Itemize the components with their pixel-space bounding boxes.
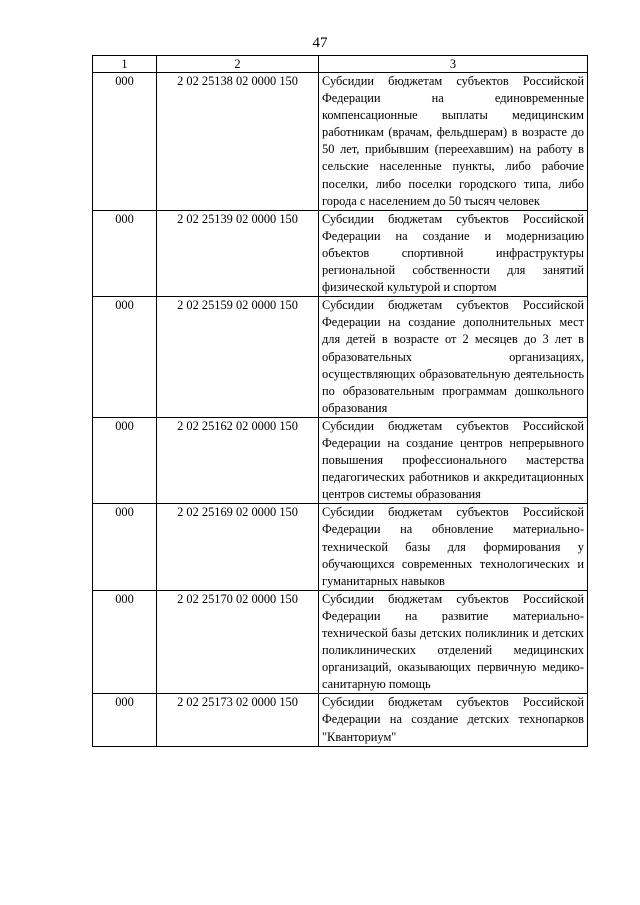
column-header-1: 1 (93, 56, 157, 73)
budget-code-cell: 2 02 25159 02 0000 150 (157, 297, 319, 418)
table-row (93, 504, 588, 590)
description-cell: Субсидии бюджетам субъектов Российской Федерации на создание и модернизацию объектов спортивной инфраструктуры региональной собственности для занятий физической культурой и спортом (319, 210, 588, 296)
description-cell: Субсидии бюджетам субъектов Российской Федерации на создание детских технопарков "Кванториум" (319, 694, 588, 746)
budget-code-cell: 2 02 25170 02 0000 150 (157, 590, 319, 694)
budget-code-cell: 2 02 25139 02 0000 150 (157, 210, 319, 296)
budget-code-cell: 2 02 25173 02 0000 150 (157, 694, 319, 746)
description-cell: Субсидии бюджетам субъектов Российской Федерации на создание дополнительных мест для детей в возрасте от 2 месяцев до 3 лет в образовательных организациях, осуществляющих образовательную деятельность по образовательным программам дошкольного образования (319, 297, 588, 418)
admin-code-cell: 000 (93, 590, 157, 694)
description-cell: Субсидии бюджетам субъектов Российской Федерации на создание центров непрерывного повышения профессионального мастерства педагогических работников и аккредитационных центров системы образования (319, 417, 588, 503)
table-row (93, 417, 588, 503)
budget-classification-table (92, 55, 588, 747)
table-row (93, 210, 588, 296)
table-header-row (93, 56, 588, 73)
admin-code-cell: 000 (93, 417, 157, 503)
table-row (93, 590, 588, 694)
admin-code-cell: 000 (93, 73, 157, 211)
budget-code-cell: 2 02 25138 02 0000 150 (157, 73, 319, 211)
page-number: 47 (312, 35, 328, 51)
description-cell: Субсидии бюджетам субъектов Российской Федерации на единовременные компенсационные выплаты медицинским работникам (врачам, фельдшерам) в возрасте до 50 лет, прибывшим (переехавшим) на работу в сельские населенные пункты, либо рабочие поселки, либо поселки городского типа, либо города с населением до 50 тысяч человек (319, 73, 588, 211)
table-row (93, 73, 588, 211)
table-row (93, 297, 588, 418)
column-header-3: 3 (319, 56, 588, 73)
table-row (93, 694, 588, 746)
budget-code-cell: 2 02 25169 02 0000 150 (157, 504, 319, 590)
admin-code-cell: 000 (93, 210, 157, 296)
budget-code-cell: 2 02 25162 02 0000 150 (157, 417, 319, 503)
description-cell: Субсидии бюджетам субъектов Российской Федерации на обновление материально-технической базы для формирования у обучающихся современных технологических и гуманитарных навыков (319, 504, 588, 590)
column-header-2: 2 (157, 56, 319, 73)
admin-code-cell: 000 (93, 694, 157, 746)
admin-code-cell: 000 (93, 504, 157, 590)
admin-code-cell: 000 (93, 297, 157, 418)
description-cell: Субсидии бюджетам субъектов Российской Федерации на развитие материально-технической базы детских поликлиник и детских поликлинических отделений медицинских организаций, оказывающих первичную медико-санитарную помощь (319, 590, 588, 694)
